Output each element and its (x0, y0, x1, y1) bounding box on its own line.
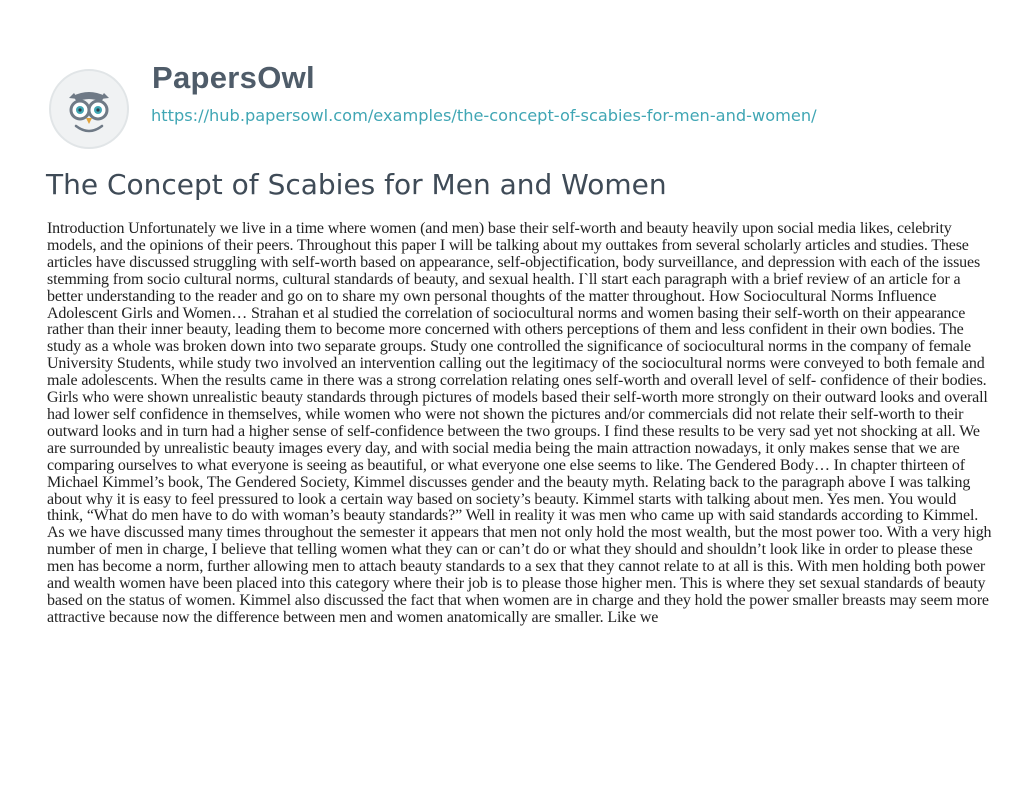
owl-logo-icon (46, 66, 132, 152)
essay-title: The Concept of Scabies for Men and Women (46, 168, 667, 201)
essay-body-text: Introduction Unfortunately we live in a time where women (and men) base their self-worth and beauty heavily upon social media likes, celebrity models, and the opinions of their peers. Throughout this paper I will be talking about my outtakes from several scholarly articles and studies. These articles have discussed struggling with self-worth based on appearance, self-objectification, body surveillance, and depression with each of the issues stemming from socio cultural norms, cultural standards of beauty, and sexual health. I`ll start each paragraph with a brief review of an article for a better understanding to the reader and go on to share my own personal thoughts of the matter throughout. How Sociocultural Norms Influence Adolescent Girls and Women… Strahan et al studied the correlation of sociocultural norms and women basing their self-worth on their appearance rather than their inner beauty, leading them to become more concerned with others perceptions of them and less confident in their own bodies. The study as a whole was broken down into two separate groups. Study one controlled the significance of sociocultural norms in the company of female University Students, while study two involved an intervention calling out the legitimacy of the sociocultural norms were conveyed to both female and male adolescents. When the results came in there was a strong correlation relating ones self-worth and overall level of self- confidence of their bodies. Girls who were shown unrealistic beauty standards through pictures of models based their self-worth more strongly on their outward looks and overall had lower self confidence in themselves, while women who were not shown the pictures and/or commercials did not relate their self-worth to their outward looks and in turn had a higher sense of self-confidence between the two groups. I find these results to be very sad yet not shocking at all. We are surrounded by unrealistic beauty images every day, and with social media being the main attraction nowadays, it only makes sense that we are comparing ourselves to what everyone is seeing as beautiful, or what everyone one else seems to like. The Gendered Body… In chapter thirteen of Michael Kimmel’s book, The Gendered Society, Kimmel discusses gender and the beauty myth. Relating back to the paragraph above I was talking about why it is easy to feel pressured to look a certain way based on society’s beauty. Kimmel starts with talking about men. Yes men. You would think, “What do men have to do with woman’s beauty standards?” Well in reality it was men who came up with said standards according to Kimmel. As we have discussed many times throughout the semester it appears that men not only hold the most wealth, but the most power too. With a very high number of men in charge, I believe that telling women what they can or can’t do or what they should and shouldn’t look like in order to please these men has become a norm, further allowing men to attach beauty standards to a sex that they cannot relate to at all is this. With men holding both power and wealth women have been placed into this category where their job is to please those higher men. This is where they set sexual standards of beauty based on the status of women. Kimmel also discussed the fact that when women are in charge and they hold the power smaller breasts may seem more attractive because now the difference between men and women anatomically are smaller. Like we (47, 220, 992, 626)
brand-name[interactable]: PapersOwl (152, 60, 315, 95)
source-url-link[interactable]: https://hub.papersowl.com/examples/the-concept-of-scabies-for-men-and-women/ (151, 106, 817, 125)
site-header (46, 54, 986, 144)
